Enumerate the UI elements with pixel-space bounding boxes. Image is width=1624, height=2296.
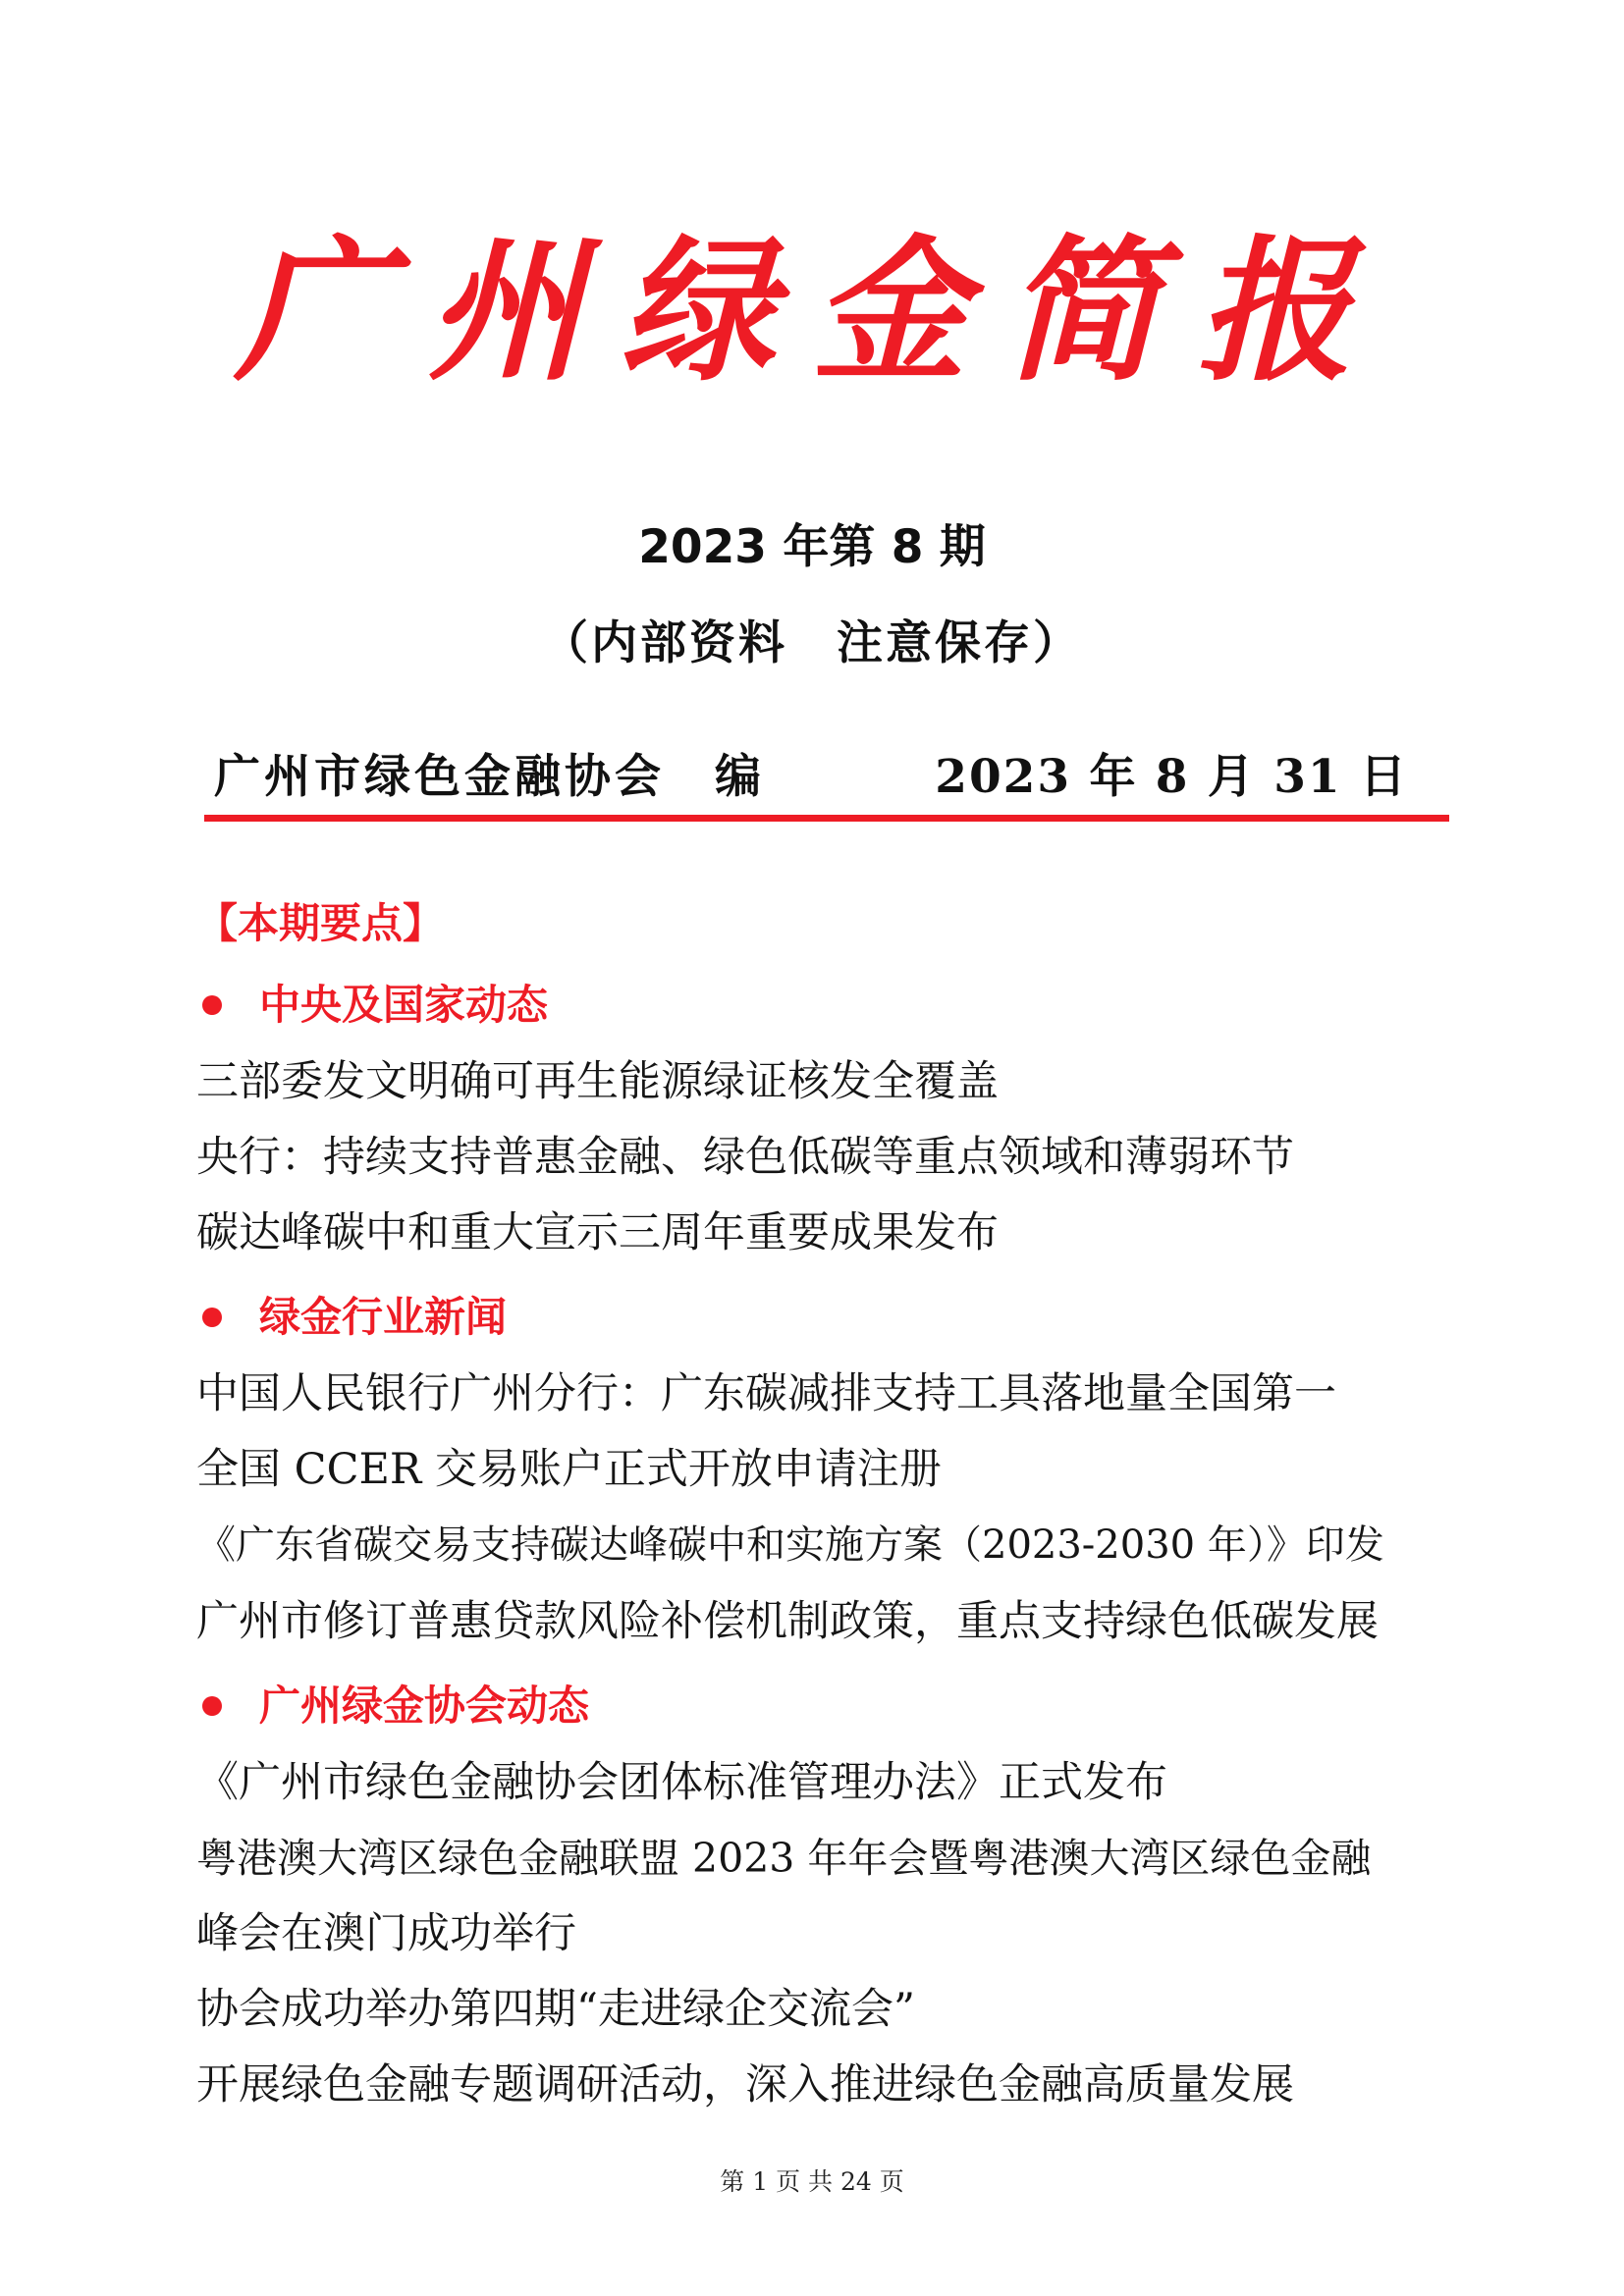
list-item: 《广东省碳交易支持碳达峰碳中和实施方案（2023-2030 年）》印发 [196, 1522, 1384, 1568]
highlights-heading: 【本期要点】 [196, 899, 445, 947]
list-item: 协会成功举办第四期“走进绿企交流会” [196, 1985, 915, 2034]
list-item: 《广州市绿色金融协会团体标准管理办法》正式发布 [196, 1758, 1167, 1807]
publish-date: 2023 年 8 月 31 日 [935, 750, 1408, 804]
bullet-dot-icon [202, 995, 222, 1015]
section-heading [196, 1290, 507, 1345]
bullet-dot-icon [202, 1308, 222, 1327]
bullet-dot-icon [202, 1696, 222, 1716]
list-item: 开展绿色金融专题调研活动，深入推进绿色金融高质量发展 [196, 2060, 1294, 2109]
confidentiality-notice: （内部资料 注意保存） [542, 616, 1082, 670]
header-divider [204, 815, 1449, 822]
page-footer: 第 1 页 共 24 页 [720, 2167, 904, 2196]
section-title: 绿金行业新闻 [259, 1293, 508, 1341]
issue-number: 2023 年第 8 期 [638, 520, 986, 574]
editor-byline: 广州市绿色金融协会 编 [214, 750, 765, 804]
list-item: 粤港澳大湾区绿色金融联盟 2023 年年会暨粤港澳大湾区绿色金融 [196, 1835, 1372, 1882]
masthead-title: 广州绿金简报 [235, 221, 1389, 402]
list-item: 峰会在澳门成功举行 [196, 1909, 576, 1958]
list-item: 广州市修订普惠贷款风险补偿机制政策，重点支持绿色低碳发展 [196, 1597, 1379, 1646]
section-heading [196, 1679, 589, 1734]
list-item: 碳达峰碳中和重大宣示三周年重要成果发布 [196, 1208, 999, 1257]
section-title: 广州绿金协会动态 [259, 1682, 590, 1730]
section-title: 中央及国家动态 [259, 981, 549, 1029]
list-item: 三部委发文明确可再生能源绿证核发全覆盖 [196, 1057, 999, 1106]
section-heading [196, 978, 548, 1033]
list-item: 央行：持续支持普惠金融、绿色低碳等重点领域和薄弱环节 [196, 1133, 1294, 1182]
list-item: 中国人民银行广州分行：广东碳减排支持工具落地量全国第一 [196, 1369, 1336, 1418]
list-item: 全国 CCER 交易账户正式开放申请注册 [196, 1445, 942, 1494]
